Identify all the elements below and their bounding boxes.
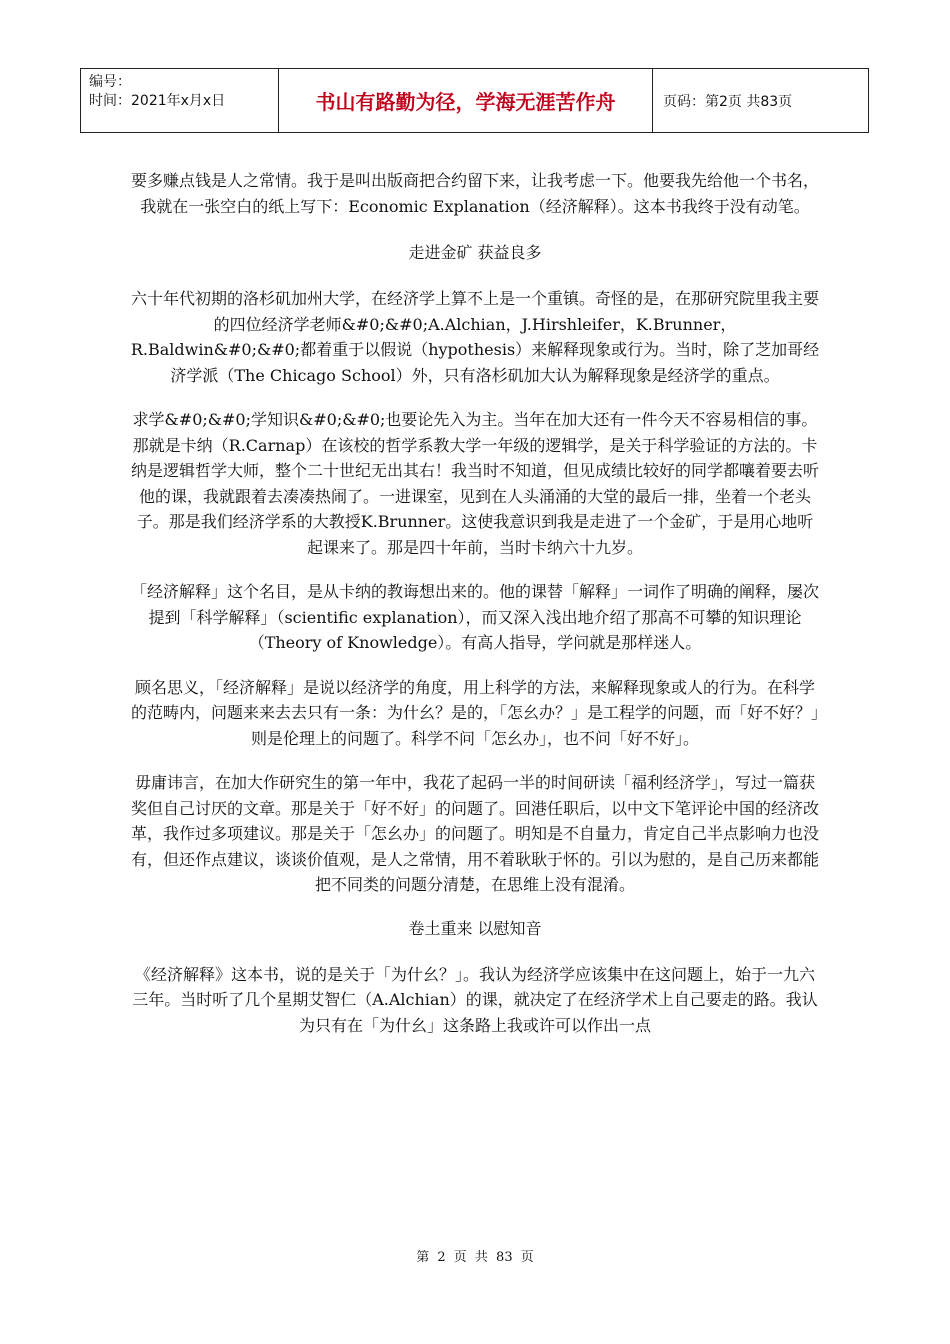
paragraph-2: 六十年代初期的洛杉矶加州大学，在经济学上算不上是一个重镇。奇怪的是，在那研究院里我主要的四位经济学老师&#0;&#0;A.Alchian，J.Hirshleifer，K.Brunner，R.Baldwin&#0;&#0;都着重于以假说（hypothesis）来解释现象或行为。当时，除了芝加哥经济学派（The Chicago School）外，只有洛杉矶加大认为解释现象是经济学的重点。 bbox=[130, 289, 820, 385]
header-meta bbox=[81, 69, 279, 132]
time-label: 时间：2021年x月x日 bbox=[89, 93, 226, 109]
page-footer: 第 2 页 共 83 页 bbox=[416, 1250, 534, 1265]
header-motto: 书山有路勤为径，学海无涯苦作舟 bbox=[279, 69, 653, 132]
paragraph-5: 顾名思义，「经济解释」是说以经济学的角度，用上科学的方法，来解释现象或人的行为。在科学的范畴内，问题来来去去只有一条：为什幺？是的，「怎幺办？」是工程学的问题，而「好不好？」则是伦理上的问题了。科学不问「怎幺办」，也不问「好不好」。 bbox=[130, 677, 819, 748]
page-header bbox=[80, 68, 869, 133]
header-page-info: 页码：第2页 共83页 bbox=[663, 93, 793, 110]
document-body bbox=[130, 168, 820, 1057]
paragraph-1: 要多赚点钱是人之常情。我于是叫出版商把合约留下来，让我考虑一下。他要我先给他一个书名，我就在一张空白的纸上写下：Economic Explanation（经济解释）。这本书我终于没有动笔。 bbox=[130, 171, 819, 216]
paragraph-3: 求学&#0;&#0;学知识&#0;&#0;也要论先入为主。当年在加大还有一件今天不容易相信的事。那就是卡纳（R.Carnap）在该校的哲学系教大学一年级的逻辑学，是关于科学验证的方法的。卡纳是逻辑哲学大师，整个二十世纪无出其右！我当时不知道，但见成绩比较好的同学都嚷着要去听他的课，我就跟着去凑凑热闹了。一进课室，见到在人头涌涌的大堂的最后一排，坐着一个老头子。那是我们经济学系的大教授K.Brunner。这使我意识到我是走进了一个金矿，于是用心地听起课来了。那是四十年前，当时卡纳六十九岁。 bbox=[130, 410, 819, 557]
paragraph-4: 「经济解释」这个名目，是从卡纳的教诲想出来的。他的课替「解释」一词作了明确的阐释，屡次提到「科学解释」（scientific explanation），而又深入浅出地介绍了那高不可攀的知识理论（Theory of Knowledge）。有高人指导，学问就是那样迷人。 bbox=[130, 582, 819, 652]
section-title-1: 走进金矿 获益良多 bbox=[408, 243, 542, 262]
paragraph-7: 《经济解释》这本书，说的是关于「为什幺？」。我认为经济学应该集中在这问题上，始于一九六三年。当时听了几个星期艾智仁（A.Alchian）的课，就决定了在经济学术上自己要走的路。我认为只有在「为什幺」这条路上我或许可以作出一点 bbox=[132, 964, 818, 1035]
paragraph-6: 毋庸讳言，在加大作研究生的第一年中，我花了起码一半的时间研读「福利经济学」，写过一篇获奖但自己讨厌的文章。那是关于「好不好」的问题了。回港任职后，以中文下笔评论中国的经济改革，我作过多项建议。那是关于「怎幺办」的问题了。明知是不自量力，肯定自己半点影响力也没有，但还作点建议，谈谈价值观，是人之常情，用不着耿耿于怀的。引以为慰的，是自己历来都能把不同类的问题分清楚，在思维上没有混淆。 bbox=[130, 773, 819, 894]
section-title-2: 卷土重来 以慰知音 bbox=[408, 918, 542, 938]
number-label: 编号： bbox=[89, 74, 131, 90]
